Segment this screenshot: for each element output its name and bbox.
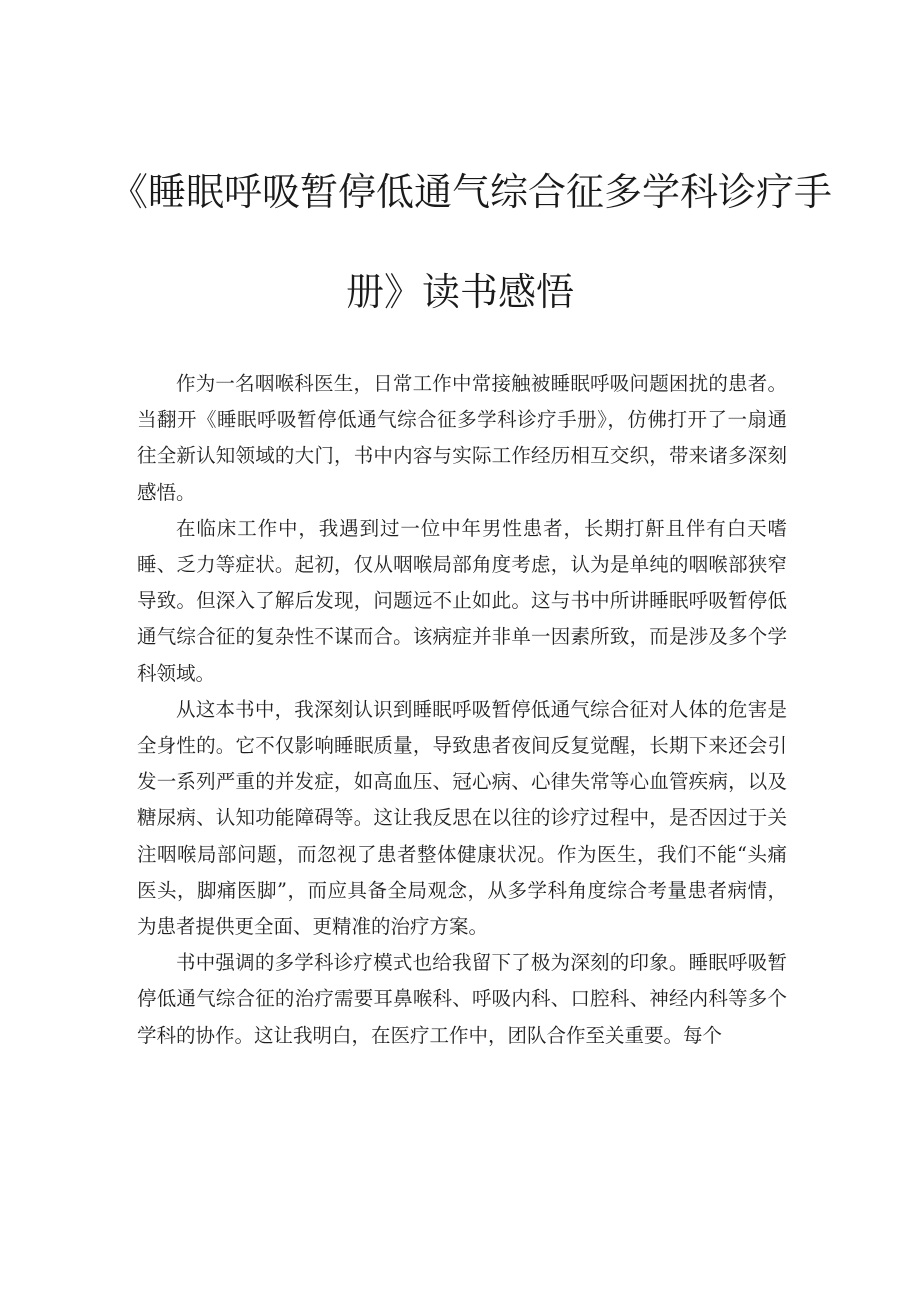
document-title-line-1: 《睡眠呼吸暂停低通气综合征多学科诊疗手 [110,170,833,214]
paragraph-1: 作为一名咽喉科医生，日常工作中常接触被睡眠呼吸问题困扰的患者。当翻开《睡眠呼吸暂停低通气综合征多学科诊疗手册》，仿佛打开了一扇通往全新认知领域的大门，书中内容与实际工作经历相互交织，带来诸多深刻感悟。 [137,372,787,504]
paragraph-2: 在临床工作中，我遇到过一位中年男性患者，长期打鼾且伴有白天嗜睡、乏力等症状。起初，仅从咽喉局部角度考虑，认为是单纯的咽喉部狭窄导致。但深入了解后发现，问题远不止如此。这与书中所讲睡眠呼吸暂停低通气综合征的复杂性不谋而合。该病症并非单一因素所致，而是涉及多个学科领域。 [137,516,787,685]
document-title-line-2: 册》读书感悟 [345,270,574,314]
paragraph-3: 从这本书中，我深刻认识到睡眠呼吸暂停低通气综合征对人体的危害是全身性的。它不仅影响睡眠质量，导致患者夜间反复觉醒，长期下来还会引发一系列严重的并发症，如高血压、冠心病、心律失常等心血管疾病，以及糖尿病、认知功能障碍等。这让我反思在以往的诊疗过程中，是否因过于关注咽喉局部问题，而忽视了患者整体健康状况。作为医生，我们不能“头痛医头，脚痛医脚”，而应具备全局观念，从多学科角度综合考量患者病情，为患者提供更全面、更精准的治疗方案。 [137,697,787,939]
paragraph-4: 书中强调的多学科诊疗模式也给我留下了极为深刻的印象。睡眠呼吸暂停低通气综合征的治疗需要耳鼻喉科、呼吸内科、口腔科、神经内科等多个学科的协作。这让我明白，在医疗工作中，团队合作至关重要。每个 [137,951,787,1047]
document-body [137,366,787,1054]
